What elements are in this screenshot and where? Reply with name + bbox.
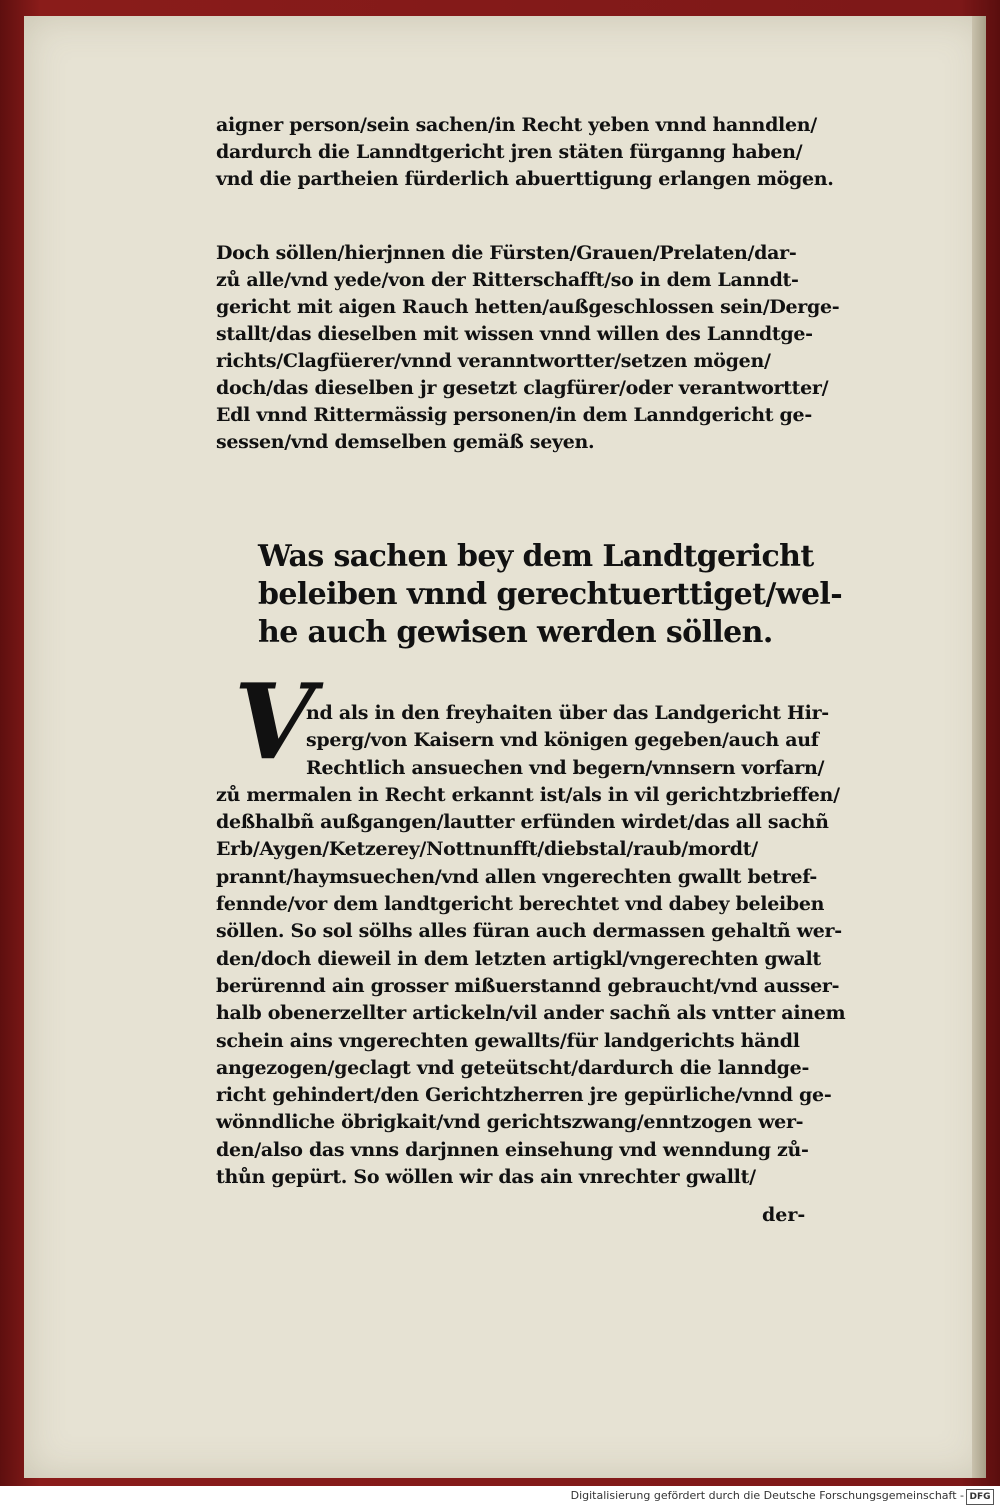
footer-credit: Digitalisierung gefördert durch die Deutsche Forschungsgemeinschaft -: [570, 1489, 964, 1502]
page-edge: [972, 16, 986, 1478]
text-line: halb obenerzellter artickeln/vil ander sachñ als vntter ainem: [216, 1002, 846, 1025]
text-line: sessen/vnd demselben gemäß seyen.: [216, 431, 595, 453]
text-line: sperg/von Kaisern vnd königen gegeben/auch auf: [306, 729, 819, 752]
text-line: den/also das vnns darjnnen einsehung vnd wenndung zů-: [216, 1138, 809, 1161]
text-line: den/doch dieweil in dem letzten artigkl/vngerechten gwalt: [216, 947, 821, 970]
text-line: richts/Clagfüerer/vnnd veranntwortter/setzen mögen/: [216, 350, 771, 372]
text-line: Edl vnnd Rittermässig personen/in dem Lanndgericht ge-: [216, 404, 812, 426]
text-line: thůn gepürt. So wöllen wir das ain vnrechter gwallt/: [216, 1166, 756, 1189]
text-line: nd als in den freyhaiten über das Landgericht Hir-: [306, 702, 829, 724]
dfg-logo: DFG: [966, 1489, 994, 1505]
text-line: vnd die partheien fürderlich abuerttigung erlangen mögen.: [216, 168, 834, 190]
text-line: berürennd ain grosser mißuerstannd gebraucht/vnd ausser-: [216, 974, 840, 997]
paragraph-2: [216, 240, 840, 456]
heading-line: Was sachen bey dem Landtgericht: [258, 539, 814, 574]
text-line: stallt/das dieselben mit wissen vnnd willen des Lanndtge-: [216, 323, 813, 345]
text-line: zů mermalen in Recht erkannt ist/als in vil gerichtzbrieffen/: [216, 783, 840, 806]
heading-line: beleiben vnnd gerechtuerttiget/wel-: [258, 577, 843, 612]
text-line: prannt/haymsuechen/vnd allen vngerechten gwallt betref-: [216, 865, 817, 888]
text-line: angezogen/geclagt vnd geteütscht/dardurch die lanndge-: [216, 1056, 810, 1079]
footer-bar: [0, 1486, 1000, 1507]
text-line: fennde/vor dem landtgericht berechtet vnd dabey beleiben: [216, 893, 825, 916]
decorated-initial: V: [234, 660, 315, 783]
text-line: gericht mit aigen Rauch hetten/außgeschlossen sein/Derge-: [216, 296, 840, 318]
text-line: Erb/Aygen/Ketzerey/Nottnunfft/diebstal/raub/mordt/: [216, 838, 758, 861]
catchword: der-: [762, 1204, 806, 1226]
text-line: söllen. So sol sölhs alles füran auch dermassen gehaltñ wer-: [216, 920, 842, 943]
paragraph-1: [216, 112, 834, 193]
text-line: doch/das dieselben jr gesetzt clagfürer/oder verantwortter/: [216, 377, 829, 399]
text-line: richt gehindert/den Gerichtzherren jre gepürliche/vnnd ge-: [216, 1084, 832, 1107]
heading-line: he auch gewisen werden söllen.: [258, 615, 773, 650]
text-line: zů alle/vnd yede/von der Ritterschafft/so in dem Lanndt-: [216, 269, 799, 291]
text-line: wönndliche öbrigkait/vnd gerichtszwang/enntzogen wer-: [216, 1111, 804, 1134]
text-line: dardurch die Lanndtgericht jren stäten fürganng haben/: [216, 141, 803, 163]
text-line: schein ains vngerechten gewallts/für landgerichts händl: [216, 1029, 800, 1052]
text-line: deßhalbñ außgangen/lautter erfünden wirdet/das all sachñ: [216, 811, 829, 834]
paragraph-3: [216, 700, 846, 1191]
text-line: aigner person/sein sachen/in Recht yeben vnnd hanndlen/: [216, 114, 817, 136]
section-heading: [258, 538, 843, 652]
text-line: Rechtlich ansuechen vnd begern/vnnsern vorfarn/: [306, 756, 825, 779]
text-line: Doch söllen/hierjnnen die Fürsten/Grauen/Prelaten/dar-: [216, 242, 797, 264]
